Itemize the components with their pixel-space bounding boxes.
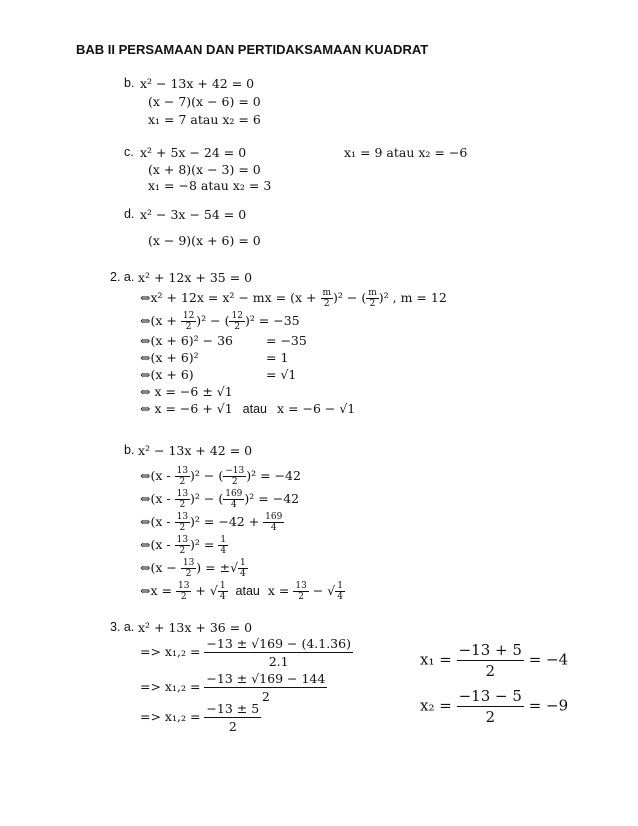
frac-den: 2	[323, 299, 330, 309]
step-2a-5-result: = √1	[266, 367, 297, 382]
step-mid: )² − (	[190, 468, 224, 483]
frac-den: 2	[231, 477, 238, 487]
arrow-x12: => x₁,₂ =	[140, 709, 201, 724]
frac-num: 13	[295, 581, 307, 591]
fraction-1-over-4	[335, 581, 345, 602]
step-prefix: ⇔(x -	[140, 537, 171, 552]
x2-result: = −9	[528, 696, 569, 715]
fraction-1-over-4	[218, 535, 228, 556]
step-2b-3	[140, 512, 284, 533]
fraction-1-over-4	[218, 581, 228, 602]
frac-den: 2	[369, 299, 376, 309]
frac-den: 2	[485, 662, 496, 680]
fraction-169-over-4	[223, 489, 244, 510]
x1-result: = −4	[528, 650, 569, 669]
factor-1d: (x − 9)(x + 6) = 0	[148, 233, 261, 248]
formula-fraction-3	[204, 700, 261, 735]
formula-line-1	[140, 635, 353, 670]
equation-1d: x² − 3x − 54 = 0	[140, 207, 247, 222]
fraction-169-over-4	[263, 512, 284, 533]
frac-den: 2	[185, 322, 192, 332]
step-2a-3: ⇔(x + 6)² − 36	[140, 333, 233, 348]
frac-den: 2	[179, 523, 186, 533]
step-2a-4: ⇔(x + 6)²	[140, 350, 199, 365]
arrow-x12: => x₁,₂ =	[140, 679, 201, 694]
fraction-13-over-2	[181, 558, 196, 579]
equation-2a: x² + 12x + 35 = 0	[138, 270, 253, 285]
x1-label: x₁ =	[420, 650, 452, 669]
frac-num: 1	[219, 581, 226, 591]
fraction-neg13-over-2	[223, 466, 246, 487]
step-2a-2	[140, 311, 300, 332]
item-label-1b: b.	[124, 76, 135, 90]
frac-num: 1	[220, 535, 227, 545]
frac-den: 2	[298, 592, 304, 602]
item-label-2b: b.	[124, 443, 135, 457]
roots-1b: x₁ = 7 atau x₂ = 6	[148, 112, 261, 127]
step-mid: ) = ±√	[196, 560, 239, 575]
fraction-13-over-2	[293, 581, 308, 602]
equation-1c: x² + 5x − 24 = 0	[140, 145, 247, 160]
root-x2	[420, 686, 568, 727]
frac-num: 169	[225, 489, 243, 499]
step-prefix: ⇔(x -	[140, 468, 171, 483]
fraction-13-over-2	[175, 466, 190, 487]
step-tail: )² = −42 +	[190, 514, 260, 529]
fraction-12-over-2	[181, 311, 196, 332]
frac-num: −13 ± √169 − (4.1.36)	[206, 636, 351, 651]
frac-den: 4	[337, 592, 343, 602]
plus-sqrt: + √	[195, 583, 218, 598]
step-2a-5: ⇔(x + 6)	[140, 367, 194, 382]
step-2a-4-result: = 1	[266, 350, 289, 365]
frac-num: 12	[231, 311, 243, 321]
step-2a-7	[140, 401, 355, 417]
fraction-13-over-2	[175, 535, 190, 556]
fraction-13-over-2	[175, 489, 190, 510]
frac-num: −13 − 5	[458, 687, 522, 705]
step-2b-1	[140, 466, 301, 487]
step-2b-2	[140, 489, 299, 510]
atau-word: atau	[242, 402, 268, 416]
frac-num: 1	[240, 558, 246, 568]
frac-num: 13	[176, 535, 189, 545]
frac-num: 13	[182, 558, 195, 568]
frac-num: 12	[182, 311, 195, 321]
equation-2b: x² − 13x + 42 = 0	[138, 443, 253, 458]
factor-1b: (x − 7)(x − 6) = 0	[148, 94, 261, 109]
frac-den: 4	[230, 500, 237, 510]
x-equals: x =	[267, 583, 290, 598]
arrow-x12: => x₁,₂ =	[140, 644, 201, 659]
formula-line-3	[140, 700, 261, 735]
step-2a-1-mid: )² − (	[333, 290, 367, 305]
item-label-2a: 2. a.	[110, 270, 135, 284]
frac-num: 1	[337, 581, 343, 591]
fraction-12-over-2	[229, 311, 244, 332]
frac-den: 2	[179, 500, 186, 510]
frac-num: 13	[176, 489, 189, 499]
frac-den: 4	[220, 546, 227, 556]
step-2a-1-tail: )² , m = 12	[378, 290, 447, 305]
step-prefix: ⇔(x -	[140, 491, 171, 506]
frac-num: m	[322, 288, 332, 298]
step-2b-6	[140, 581, 345, 602]
quadratic-formula-fraction	[204, 635, 353, 670]
step-2a-7-b: x = −6 − √1	[277, 401, 356, 416]
step-2a-2-tail: )² = −35	[244, 313, 300, 328]
frac-den: 2	[234, 322, 241, 332]
step-2b-5	[140, 558, 248, 579]
frac-den: 2	[485, 708, 496, 726]
step-tail: )² =	[190, 537, 215, 552]
frac-den: 4	[270, 523, 277, 533]
fraction-1-over-4	[238, 558, 248, 579]
frac-den: 2	[228, 719, 237, 734]
frac-num: −13 + 5	[458, 641, 522, 659]
item-label-1c: c.	[124, 145, 134, 159]
frac-den: 2	[185, 569, 192, 579]
step-2a-1-left: ⇔x² + 12x = x² − mx = (x +	[140, 290, 317, 305]
frac-den: 2	[261, 689, 270, 704]
step-tail: )² = −42	[246, 468, 301, 483]
step-prefix: ⇔(x −	[140, 560, 177, 575]
step-2a-7-a: ⇔ x = −6 + √1	[140, 401, 233, 416]
frac-num: 13	[176, 512, 189, 522]
frac-num: 169	[265, 512, 283, 522]
step-mid: )² − (	[190, 491, 224, 506]
frac-den: 2.1	[268, 654, 289, 669]
step-2a-2-pre: ⇔(x +	[140, 313, 177, 328]
frac-den: 2	[179, 477, 186, 487]
root-x1	[420, 640, 568, 681]
step-prefix: ⇔x =	[140, 583, 172, 598]
roots-1c: x₁ = −8 atau x₂ = 3	[148, 178, 272, 193]
step-tail: )² = −42	[244, 491, 300, 506]
fraction-13-over-2	[176, 581, 191, 602]
frac-num: 13	[177, 581, 190, 591]
frac-den: 2	[180, 592, 187, 602]
equation-3a: x² + 13x + 36 = 0	[138, 620, 253, 635]
page-title: BAB II PERSAMAAN DAN PERTIDAKSAMAAN KUADRAT	[76, 42, 429, 57]
x1-fraction	[457, 640, 524, 681]
step-2a-1	[140, 288, 447, 309]
step-2b-4	[140, 535, 228, 556]
frac-den: 2	[179, 546, 186, 556]
item-label-1d: d.	[124, 207, 135, 221]
atau-word: atau	[235, 584, 260, 598]
equation-1b: x² − 13x + 42 = 0	[140, 76, 255, 91]
frac-num: m	[368, 288, 377, 298]
x2-label: x₂ =	[420, 696, 452, 715]
frac-num: −13	[225, 466, 245, 476]
frac-num: −13 ± √169 − 144	[206, 671, 326, 686]
fraction-13-over-2	[175, 512, 190, 533]
frac-num: 13	[176, 466, 189, 476]
frac-num: −13 ± 5	[206, 701, 260, 716]
x2-fraction	[457, 686, 524, 727]
step-2a-3-result: = −35	[266, 333, 307, 348]
step-2a-2-mid: )² − (	[196, 313, 230, 328]
step-2a-6: ⇔ x = −6 ± √1	[140, 384, 233, 399]
frac-den: 4	[219, 592, 226, 602]
factor-1c: (x + 8)(x − 3) = 0	[148, 162, 261, 177]
item-label-3a: 3. a.	[110, 620, 135, 634]
step-prefix: ⇔(x -	[140, 514, 171, 529]
fraction-m-over-2	[321, 288, 334, 309]
minus-sqrt: − √	[312, 583, 336, 598]
side-roots-1c: x₁ = 9 atau x₂ = −6	[344, 145, 468, 160]
fraction-m-over-2	[366, 288, 379, 309]
frac-den: 4	[240, 569, 246, 579]
